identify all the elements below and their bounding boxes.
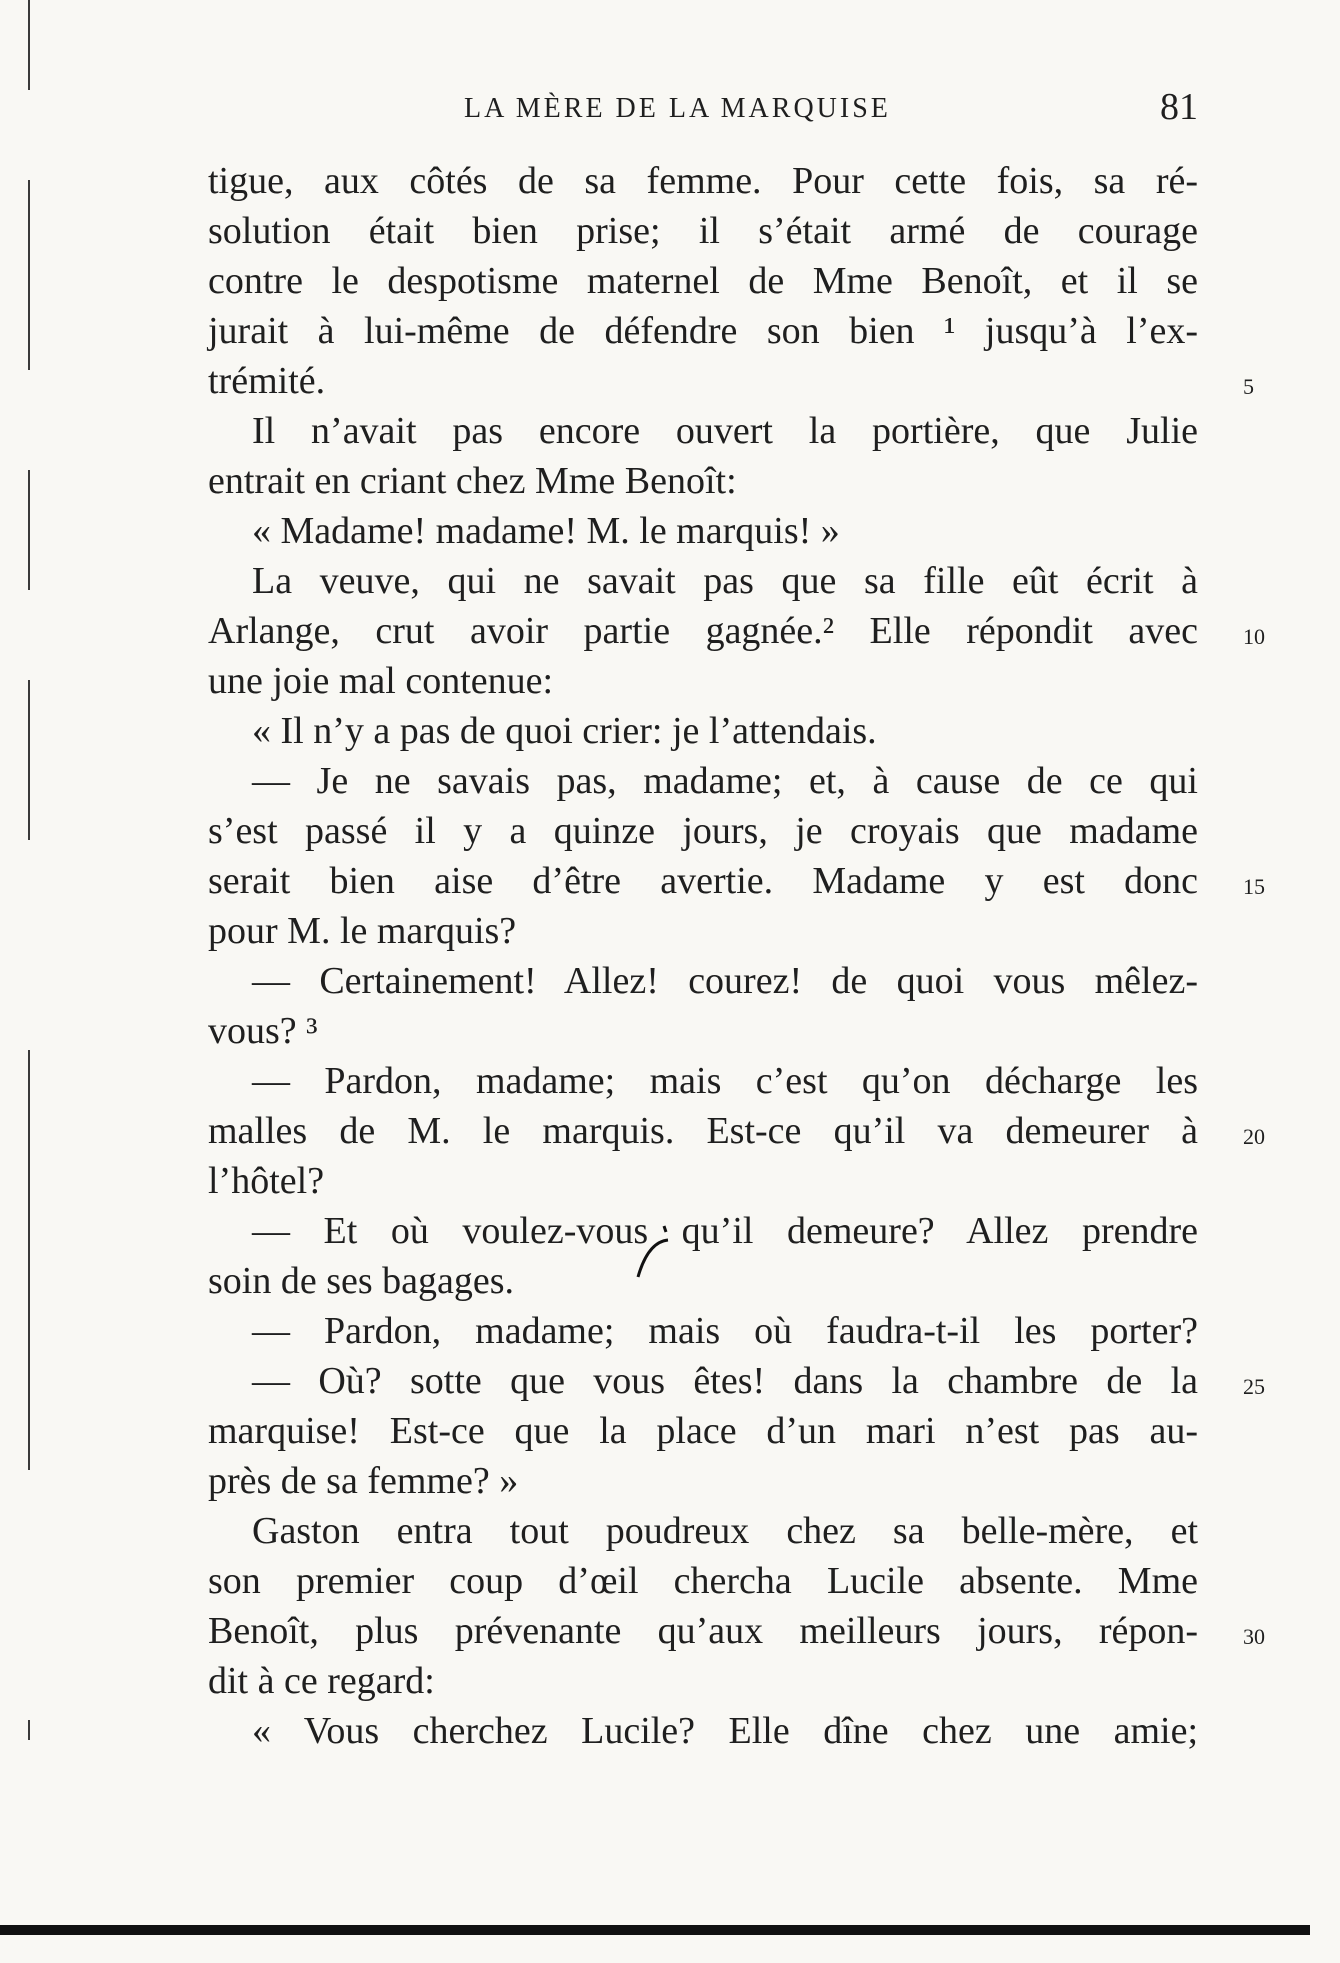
line-text: l’hôtel? (208, 1160, 325, 1202)
text-line (208, 1406, 1198, 1456)
running-title: LA MÈRE DE LA MARQUISE (464, 93, 891, 124)
line-text: La veuve, qui ne savait pas que sa fille eût écrit à (252, 560, 1198, 602)
line-text: « Madame! madame! M. le marquis! » (252, 510, 840, 552)
line-text: près de sa femme? » (208, 1460, 519, 1502)
text-line (208, 806, 1198, 856)
text-line (208, 156, 1198, 206)
text-line (208, 1306, 1198, 1356)
line-text: — Je ne savais pas, madame; et, à cause de ce qui (252, 760, 1198, 802)
text-line (208, 1056, 1198, 1106)
line-number: 5 (1243, 374, 1254, 399)
text-line (208, 1606, 1265, 1656)
line-number: 10 (1243, 624, 1265, 649)
text-line (208, 756, 1198, 806)
line-text: Arlange, crut avoir partie gagnée.² Elle répondit avec (208, 610, 1198, 652)
pen-mark-icon (628, 1222, 678, 1282)
line-text: entrait en criant chez Mme Benoît: (208, 460, 737, 502)
binding-edge (28, 0, 30, 90)
line-text: « Il n’y a pas de quoi crier: je l’attendais. (252, 710, 877, 752)
line-text: — Pardon, madame; mais où faudra-t-il les porter? (252, 1310, 1198, 1352)
text-line (208, 956, 1198, 1006)
line-text: une joie mal contenue: (208, 660, 554, 702)
text-line (208, 256, 1198, 306)
binding-edge (28, 180, 30, 370)
text-line (208, 1156, 1198, 1206)
line-text: contre le despotisme maternel de Mme Benoît, et il se (208, 260, 1198, 302)
line-number: 15 (1243, 874, 1265, 899)
line-number: 25 (1243, 1374, 1265, 1399)
text-line (208, 306, 1198, 356)
line-text: — Pardon, madame; mais c’est qu’on décharge les (252, 1060, 1198, 1102)
text-line (208, 1456, 1198, 1506)
line-text: malles de M. le marquis. Est-ce qu’il va demeurer à (208, 1110, 1198, 1152)
text-line (208, 656, 1198, 706)
text-line (208, 1656, 1198, 1706)
text-line (208, 1256, 1198, 1306)
body-text (208, 156, 1265, 1756)
page-number: 81 (1160, 86, 1198, 128)
line-text: Il n’avait pas encore ouvert la portière, que Julie (252, 410, 1198, 452)
text-line (208, 1006, 1198, 1056)
line-text: Gaston entra tout poudreux chez sa belle-mère, et (252, 1510, 1198, 1552)
binding-edge (28, 680, 30, 840)
line-text: solution était bien prise; il s’était armé de courage (208, 210, 1198, 252)
text-line (208, 606, 1265, 656)
line-text: s’est passé il y a quinze jours, je croyais que madame (208, 810, 1198, 852)
binding-edge (28, 1050, 30, 1470)
text-line (208, 1206, 1198, 1256)
text-line (208, 456, 1198, 506)
text-line (208, 206, 1198, 256)
text-line (208, 706, 1198, 756)
text-line (208, 1556, 1198, 1606)
binding-edge (28, 470, 30, 590)
line-text: « Vous cherchez Lucile? Elle dîne chez une amie; (252, 1710, 1198, 1752)
line-text: dit à ce regard: (208, 1660, 435, 1702)
page-header (208, 85, 1198, 135)
text-line (208, 406, 1198, 456)
text-line (208, 906, 1198, 956)
bottom-rule (0, 1925, 1310, 1935)
line-text: — Où? sotte que vous êtes! dans la chambre de la (252, 1360, 1198, 1402)
text-line (208, 1356, 1265, 1406)
text-line (208, 1706, 1198, 1756)
line-text: tigue, aux côtés de sa femme. Pour cette fois, sa ré- (208, 160, 1198, 202)
text-line (208, 356, 1254, 406)
line-text: pour M. le marquis? (208, 910, 517, 952)
line-text: — Certainement! Allez! courez! de quoi vous mêlez- (252, 960, 1198, 1002)
line-text: — Et où voulez-vous qu’il demeure? Allez prendre (252, 1210, 1198, 1252)
text-line (208, 506, 1198, 556)
line-number: 30 (1243, 1624, 1265, 1649)
binding-edge (28, 1720, 30, 1740)
line-text: jurait à lui-même de défendre son bien ¹ jusqu’à l’ex- (208, 310, 1198, 352)
text-line (208, 556, 1198, 606)
line-text: serait bien aise d’être avertie. Madame y est donc (208, 860, 1198, 902)
line-text: Benoît, plus prévenante qu’aux meilleurs jours, répon- (208, 1610, 1198, 1652)
line-text: soin de ses bagages. (208, 1260, 515, 1302)
text-line (208, 1106, 1265, 1156)
line-text: son premier coup d’œil chercha Lucile absente. Mme (208, 1560, 1198, 1602)
text-line (208, 856, 1265, 906)
line-text: marquise! Est-ce que la place d’un mari n’est pas au- (208, 1410, 1198, 1452)
line-text: vous? ³ (208, 1010, 318, 1052)
text-line (208, 1506, 1198, 1556)
line-text: trémité. (208, 360, 326, 402)
line-number: 20 (1243, 1124, 1265, 1149)
